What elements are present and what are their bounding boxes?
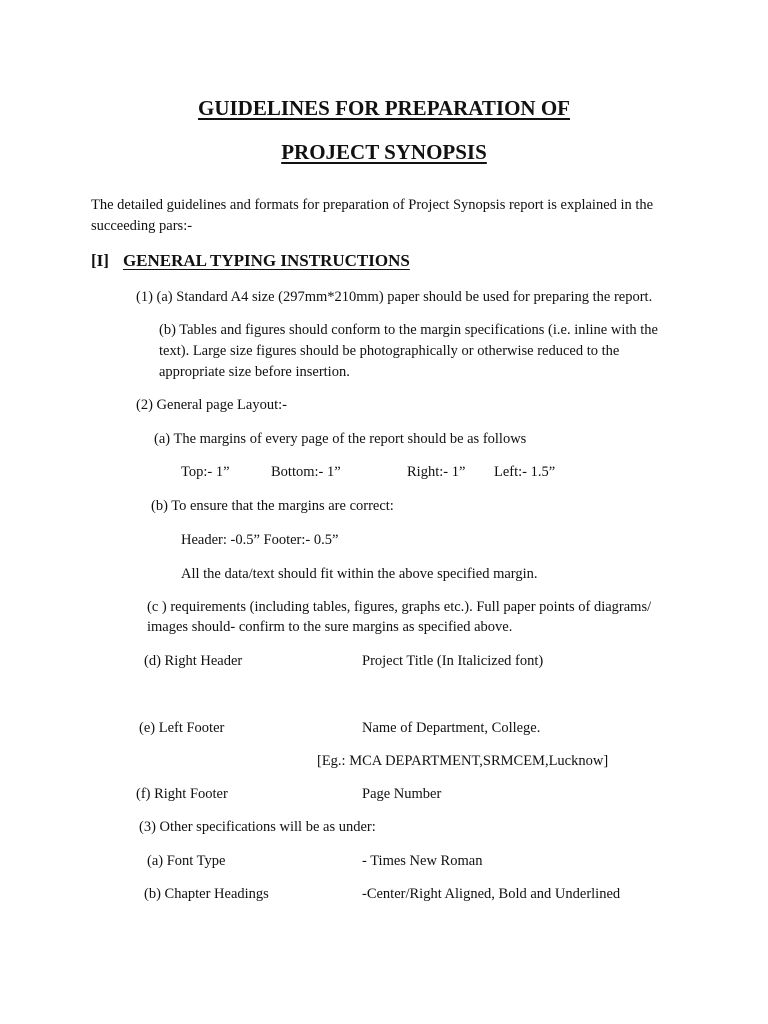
margin-bottom: Bottom:- 1” bbox=[271, 464, 341, 480]
document-title-line2: PROJECT SYNOPSIS bbox=[281, 140, 487, 164]
item-1b-line3: appropriate size before insertion. bbox=[159, 364, 350, 380]
margin-left: Left:- 1.5” bbox=[494, 464, 556, 480]
item-2d-label: (d) Right Header bbox=[144, 653, 243, 669]
item-3b-value: -Center/Right Aligned, Bold and Underlined bbox=[362, 886, 621, 902]
margin-right: Right:- 1” bbox=[407, 464, 466, 480]
fit-within-margin-note: All the data/text should fit within the above specified margin. bbox=[181, 566, 538, 582]
item-3a-label: (a) Font Type bbox=[147, 853, 226, 869]
item-3a-value: - Times New Roman bbox=[362, 853, 483, 869]
item-2c-line2: images should- confirm to the sure margins as specified above. bbox=[147, 619, 513, 635]
item-3: (3) Other specifications will be as under: bbox=[139, 819, 376, 835]
section-title: GENERAL TYPING INSTRUCTIONS bbox=[122, 251, 410, 270]
item-2f-value: Page Number bbox=[362, 786, 442, 802]
document-title-line1: GUIDELINES FOR PREPARATION OF bbox=[197, 96, 570, 120]
item-1a: (1) (a) Standard A4 size (297mm*210mm) paper should be used for preparing the report. bbox=[136, 289, 653, 305]
department-example: [Eg.: MCA DEPARTMENT,SRMCEM,Lucknow] bbox=[317, 753, 609, 769]
section-number: [I] bbox=[91, 251, 109, 270]
item-2f-label: (f) Right Footer bbox=[136, 786, 228, 802]
section-heading bbox=[91, 251, 410, 271]
item-2e-label: (e) Left Footer bbox=[139, 720, 225, 736]
item-2e-value: Name of Department, College. bbox=[362, 720, 541, 736]
item-1b-line2: text). Large size figures should be photographically or otherwise reduced to the bbox=[159, 343, 620, 359]
item-2: (2) General page Layout:- bbox=[136, 397, 287, 413]
item-2d-value: Project Title (In Italicized font) bbox=[362, 653, 544, 669]
item-2a: (a) The margins of every page of the report should be as follows bbox=[154, 431, 527, 447]
item-3b-label: (b) Chapter Headings bbox=[144, 886, 269, 902]
intro-paragraph-line2: succeeding pars:- bbox=[91, 218, 193, 234]
margin-top: Top:- 1” bbox=[181, 464, 230, 480]
item-2b: (b) To ensure that the margins are correct: bbox=[151, 498, 394, 514]
item-2c-line1: (c ) requirements (including tables, figures, graphs etc.). Full paper points of diagrams/ bbox=[147, 599, 652, 615]
intro-paragraph-line1: The detailed guidelines and formats for preparation of Project Synopsis report is explained in the bbox=[91, 197, 654, 213]
header-footer-spec: Header: -0.5” Footer:- 0.5” bbox=[181, 532, 339, 548]
item-1b-line1: (b) Tables and figures should conform to the margin specifications (i.e. inline with the bbox=[159, 322, 658, 338]
